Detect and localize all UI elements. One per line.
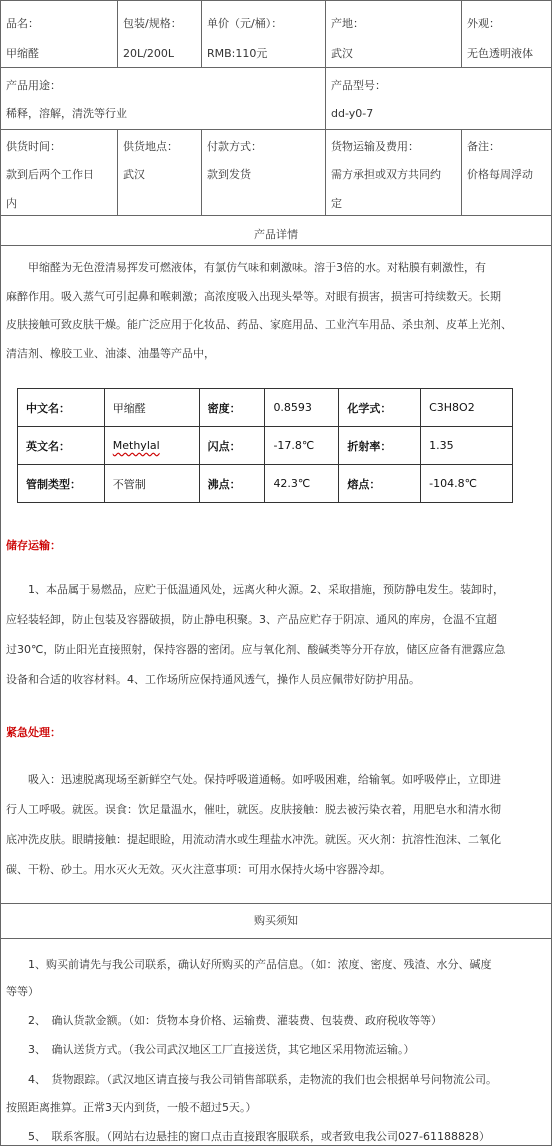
supply-place-label: 供货地点： [123, 140, 178, 153]
row-divider [0, 938, 552, 939]
storage-title: 储存运输： [6, 539, 61, 552]
emergency-line: 碳、干粉、砂土。用水灭火无效。灭火注意事项：可用水保持火场中容器冷却。 [6, 863, 391, 876]
purchase-line: 等等） [6, 985, 39, 998]
spec-key: 中文名： [18, 389, 105, 427]
package-label: 包装/规格： [123, 17, 182, 30]
spec-key: 闪点： [199, 427, 265, 465]
purchase-line: 按照距离推算。正常3天内到货，一般不超过5天。） [6, 1101, 257, 1114]
col-divider [201, 129, 202, 215]
package-value: 20L/200L [123, 47, 174, 60]
remarks-label: 备注： [467, 140, 500, 153]
row-divider [0, 67, 552, 68]
emergency-line: 底冲洗皮肤。眼睛接触：提起眼睑，用流动清水或生理盐水冲洗。就医。灭火剂：抗溶性泡沫、二氧化 [6, 833, 501, 846]
intro-line: 甲缩醛为无色澄清易挥发可燃液体，有氯仿气味和刺激味。溶于3倍的水。对粘膜有刺激性，有 [6, 261, 486, 274]
details-heading: 产品详情 [254, 228, 298, 241]
emergency-line: 行人工呼吸。就医。误食：饮足量温水，催吐，就医。皮肤接触：脱去被污染衣着，用肥皂水和清水彻 [6, 803, 501, 816]
intro-line: 清洁剂、橡胶工业、油漆、油墨等产品中， [6, 347, 215, 360]
intro-line: 皮肤接触可致皮肤干燥。能广泛应用于化妆品、药品、家庭用品、工业汽车用品、杀虫剂、皮革上光剂、 [6, 318, 512, 331]
usage-value: 稀释，溶解，清洗等行业 [6, 107, 127, 120]
spec-value: 0.8593 [265, 389, 339, 427]
spec-key: 化学式： [339, 389, 421, 427]
spec-row [18, 427, 513, 465]
col-divider [325, 0, 326, 215]
purchase-heading: 购买须知 [254, 914, 298, 927]
spec-value: -104.8℃ [421, 465, 513, 503]
col-divider [117, 0, 118, 67]
emergency-title: 紧急处理： [6, 726, 61, 739]
storage-line: 过30℃，防止阳光直接照射，保持容器的密闭。应与氧化剂、酸碱类等分开存放，储区应备有泄露应急 [6, 643, 506, 656]
spec-key: 英文名： [18, 427, 105, 465]
model-value: dd-y0-7 [331, 107, 374, 120]
origin-value: 武汉 [331, 47, 353, 60]
appearance-label: 外观： [467, 17, 500, 30]
supply-time-value: 款到后两个工作日 [6, 168, 94, 181]
spec-row [18, 465, 513, 503]
row-divider [0, 245, 552, 246]
supply-time-value: 内 [6, 197, 17, 210]
model-label: 产品型号： [331, 79, 386, 92]
storage-line: 1、本品属于易燃品，应贮于低温通风处，远离火种火源。2、采取措施，预防静电发生。装卸时， [6, 583, 504, 596]
col-divider [201, 0, 202, 67]
shipping-value: 定 [331, 197, 342, 210]
product-name-label: 品名： [6, 17, 39, 30]
storage-line: 应轻装轻卸，防止包装及容器破损，防止静电积聚。3、产品应贮存于阴凉、通风的库房，仓温不宜超 [6, 613, 497, 626]
spec-key: 熔点： [339, 465, 421, 503]
intro-line: 麻醉作用。吸入蒸气可引起鼻和喉刺激；高浓度吸入出现头晕等。对眼有损害，损害可持续数天。长期 [6, 290, 501, 303]
price-value: RMB:110元 [207, 47, 268, 60]
spell-check-underline: Methylal [112, 439, 160, 452]
col-divider [461, 0, 462, 67]
appearance-value: 无色透明液体 [467, 47, 533, 60]
purchase-line: 3、 确认送货方式。（我公司武汉地区工厂直接送货，其它地区采用物流运输。） [6, 1043, 415, 1056]
row-divider [0, 129, 552, 130]
shipping-label: 货物运输及费用： [331, 140, 419, 153]
spec-key: 沸点： [199, 465, 265, 503]
payment-value: 款到发货 [207, 168, 251, 181]
spec-table [17, 388, 513, 503]
usage-label: 产品用途： [6, 79, 61, 92]
spec-value: 甲缩醛 [104, 389, 199, 427]
purchase-line: 1、购买前请先与我公司联系，确认好所购买的产品信息。（如：浓度、密度、残渣、水分、碱度 [6, 958, 492, 971]
spec-value: 42.3℃ [265, 465, 339, 503]
storage-line: 设备和合适的收容材料。4、工作场所应保持通风透气，操作人员应佩带好防护用品。 [6, 673, 420, 686]
spec-value: 不管制 [104, 465, 199, 503]
spec-value: 1.35 [421, 427, 513, 465]
spec-key: 密度： [199, 389, 265, 427]
spec-key: 管制类型： [18, 465, 105, 503]
spec-value: C3H8O2 [421, 389, 513, 427]
supply-place-value: 武汉 [123, 168, 145, 181]
price-label: 单价（元/桶）： [207, 17, 283, 30]
spec-row [18, 389, 513, 427]
row-divider [0, 215, 552, 216]
emergency-line: 吸入：迅速脱离现场至新鲜空气处。保持呼吸道通畅。如呼吸困难，给输氧。如呼吸停止，立即进 [6, 773, 501, 786]
shipping-value: 需方承担或双方共同约 [331, 168, 441, 181]
spec-key: 折射率： [339, 427, 421, 465]
payment-label: 付款方式： [207, 140, 262, 153]
col-divider [117, 129, 118, 215]
col-divider [461, 129, 462, 215]
product-name-value: 甲缩醛 [6, 47, 39, 60]
supply-time-label: 供货时间： [6, 140, 61, 153]
purchase-line: 2、 确认货款金额。（如：货物本身价格、运输费、灌装费、包装费、政府税收等等） [6, 1014, 442, 1027]
row-divider [0, 903, 552, 904]
origin-label: 产地： [331, 17, 364, 30]
spec-value [104, 427, 199, 465]
purchase-line: 5、 联系客服。（网站右边悬挂的窗口点击直接跟客服联系，或者致电我公司027-61188828） [6, 1130, 490, 1143]
spec-value: -17.8℃ [265, 427, 339, 465]
purchase-line: 4、 货物跟踪。（武汉地区请直接与我公司销售部联系，走物流的我们也会根据单号问物流公司。 [6, 1073, 497, 1086]
remarks-value: 价格每周浮动 [467, 168, 533, 181]
